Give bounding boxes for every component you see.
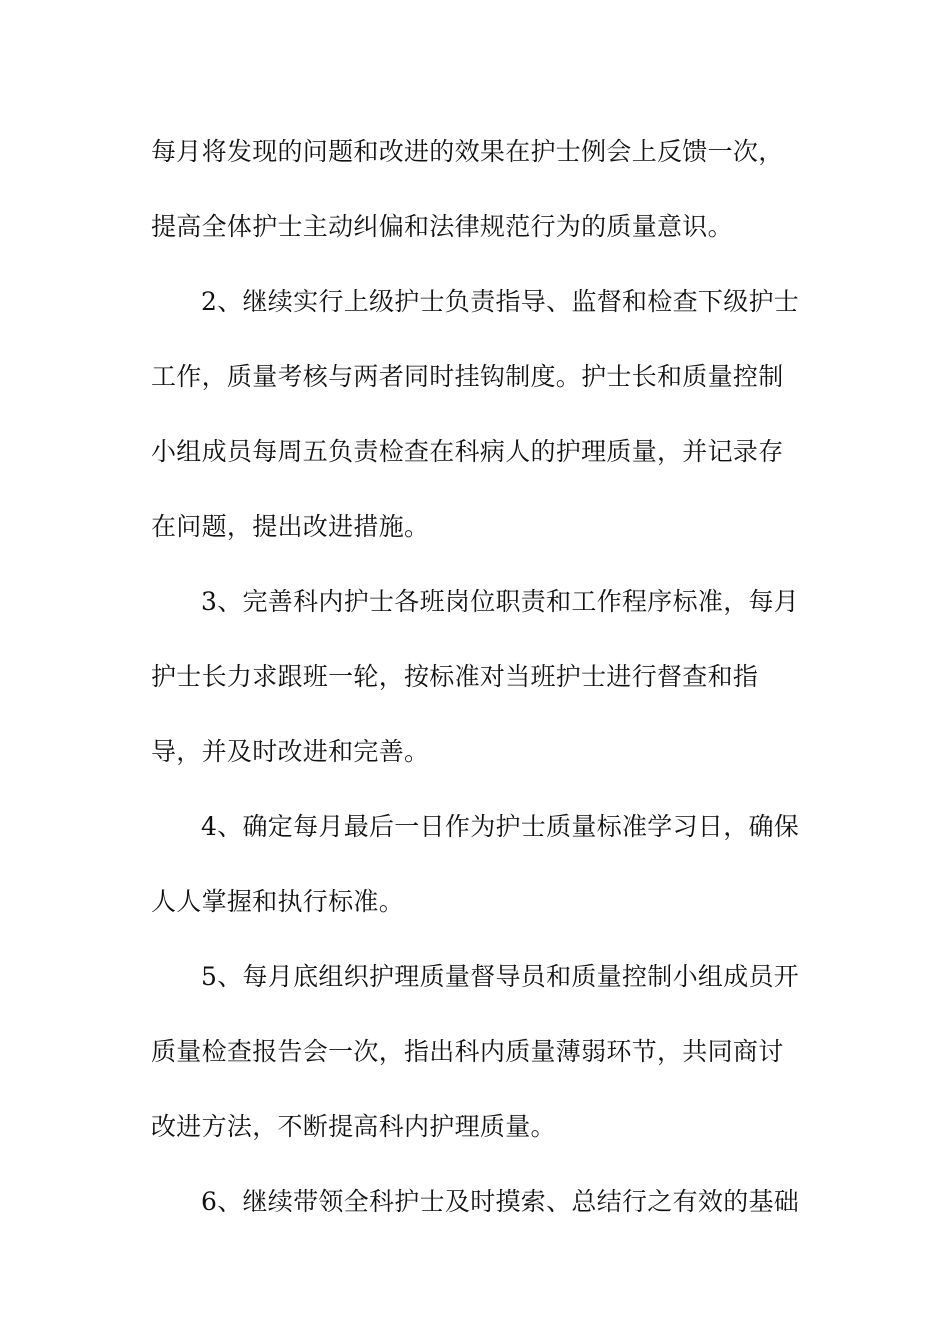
text-line: 改进方法，不断提高科内护理质量。 — [151, 1112, 556, 1141]
text-line: 护士长力求跟班一轮，按标准对当班护士进行督查和指 — [151, 662, 759, 691]
paragraph-start-line: 3、完善科内护士各班岗位职责和工作程序标准，每月 — [201, 587, 800, 616]
paragraph-start-line: 2、继续实行上级护士负责指导、监督和检查下级护士 — [201, 287, 800, 316]
text-line: 小组成员每周五负责检查在科病人的护理质量，并记录存 — [151, 437, 784, 466]
paragraph-start-line: 4、确定每月最后一日作为护士质量标准学习日，确保 — [201, 812, 800, 841]
paragraph-start-line: 6、继续带领全科护士及时摸索、总结行之有效的基础 — [201, 1187, 800, 1216]
text-line: 质量检查报告会一次，指出科内质量薄弱环节，共同商讨 — [151, 1037, 784, 1066]
text-line: 每月将发现的问题和改进的效果在护士例会上反馈一次， — [151, 137, 784, 166]
text-line: 导，并及时改进和完善。 — [151, 737, 430, 766]
document-body — [151, 127, 811, 1252]
paragraph-start-line: 5、每月底组织护理质量督导员和质量控制小组成员开 — [201, 962, 800, 991]
text-line: 工作，质量考核与两者同时挂钩制度。护士长和质量控制 — [151, 362, 784, 391]
text-line: 提高全体护士主动纠偏和法律规范行为的质量意识。 — [151, 212, 733, 241]
text-line: 人人掌握和执行标准。 — [151, 887, 405, 916]
text-line: 在问题，提出改进措施。 — [151, 512, 430, 541]
